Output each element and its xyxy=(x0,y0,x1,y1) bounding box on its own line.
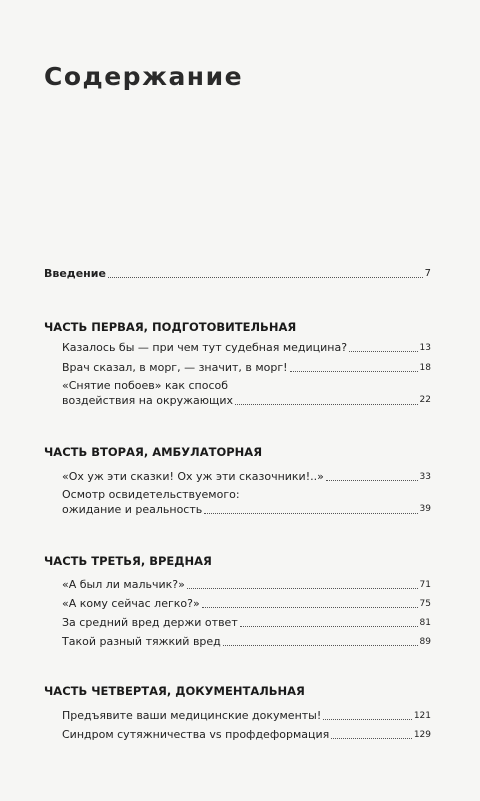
toc-entry-label: Такой разный тяжкий вред xyxy=(62,635,221,648)
dot-leader xyxy=(240,626,418,627)
page-title: Содержание xyxy=(44,62,244,91)
toc-entry-label-line1: «Снятие побоев» как способ xyxy=(62,379,229,392)
toc-entry-label: «А кому сейчас легко?» xyxy=(62,597,200,610)
page-number: 129 xyxy=(413,730,431,740)
page-number: 13 xyxy=(419,343,431,353)
dot-leader xyxy=(349,351,417,352)
toc-entry-label-line2: воздействия на окружающих xyxy=(62,394,234,407)
dot-leader xyxy=(290,371,418,372)
dot-leader xyxy=(326,480,418,481)
page-number: 39 xyxy=(419,504,431,514)
part-heading-4: ЧАСТЬ ЧЕТВЕРТАЯ, ДОКУМЕНТАЛЬНАЯ xyxy=(44,684,305,698)
part-heading-1: ЧАСТЬ ПЕРВАЯ, ПОДГОТОВИТЕЛЬНАЯ xyxy=(44,320,297,334)
page-number: 89 xyxy=(419,637,431,647)
toc-entry-intro[interactable] xyxy=(44,267,431,281)
toc-entry[interactable] xyxy=(62,616,431,630)
toc-entry[interactable] xyxy=(62,709,431,723)
toc-entry-label: За средний вред держи ответ xyxy=(62,616,238,629)
dot-leader xyxy=(323,719,412,720)
toc-entry[interactable] xyxy=(62,578,431,592)
toc-entry-label: Казалось бы — при чем тут судебная медицина? xyxy=(62,341,348,354)
toc-entry[interactable] xyxy=(62,341,431,355)
page-number: 121 xyxy=(413,711,431,721)
page-number: 7 xyxy=(424,268,431,279)
dot-leader xyxy=(108,277,423,278)
page-number: 81 xyxy=(419,618,431,628)
toc-entry-label: Синдром сутяжничества vs профдеформация xyxy=(62,728,330,741)
toc-entry[interactable] xyxy=(62,361,431,375)
toc-entry-label: Предъявите ваши медицинские документы! xyxy=(62,709,322,722)
toc-entry[interactable] xyxy=(62,728,431,742)
part-heading-2: ЧАСТЬ ВТОРАЯ, АМБУЛАТОРНАЯ xyxy=(44,445,263,459)
page-number: 71 xyxy=(419,580,431,590)
toc-entry[interactable] xyxy=(62,597,431,611)
toc-entry[interactable] xyxy=(62,635,431,649)
toc-entry-label-line1: Осмотр освидетельствуемого: xyxy=(62,488,240,501)
dot-leader xyxy=(235,404,418,405)
toc-entry-label-line2: ожидание и реальность xyxy=(62,503,203,516)
dot-leader xyxy=(204,513,417,514)
part-heading-3: ЧАСТЬ ТРЕТЬЯ, ВРЕДНАЯ xyxy=(44,554,212,568)
page-number: 22 xyxy=(419,395,431,405)
dot-leader xyxy=(202,607,418,608)
toc-entry[interactable] xyxy=(62,378,431,408)
dot-leader xyxy=(223,645,418,646)
toc-entry[interactable] xyxy=(62,487,431,517)
page-number: 18 xyxy=(419,363,431,373)
toc-entry-label: Введение xyxy=(44,267,106,280)
dot-leader xyxy=(187,588,418,589)
toc-entry[interactable] xyxy=(62,470,431,484)
toc-entry-label: «А был ли мальчик?» xyxy=(62,578,185,591)
page-number: 33 xyxy=(419,472,431,482)
toc-entry-label: «Ох уж эти сказки! Ох уж эти сказочники!..» xyxy=(62,470,324,483)
dot-leader xyxy=(331,738,412,739)
page-number: 75 xyxy=(419,599,431,609)
toc-entry-label: Врач сказал, в морг, — значит, в морг! xyxy=(62,361,288,374)
